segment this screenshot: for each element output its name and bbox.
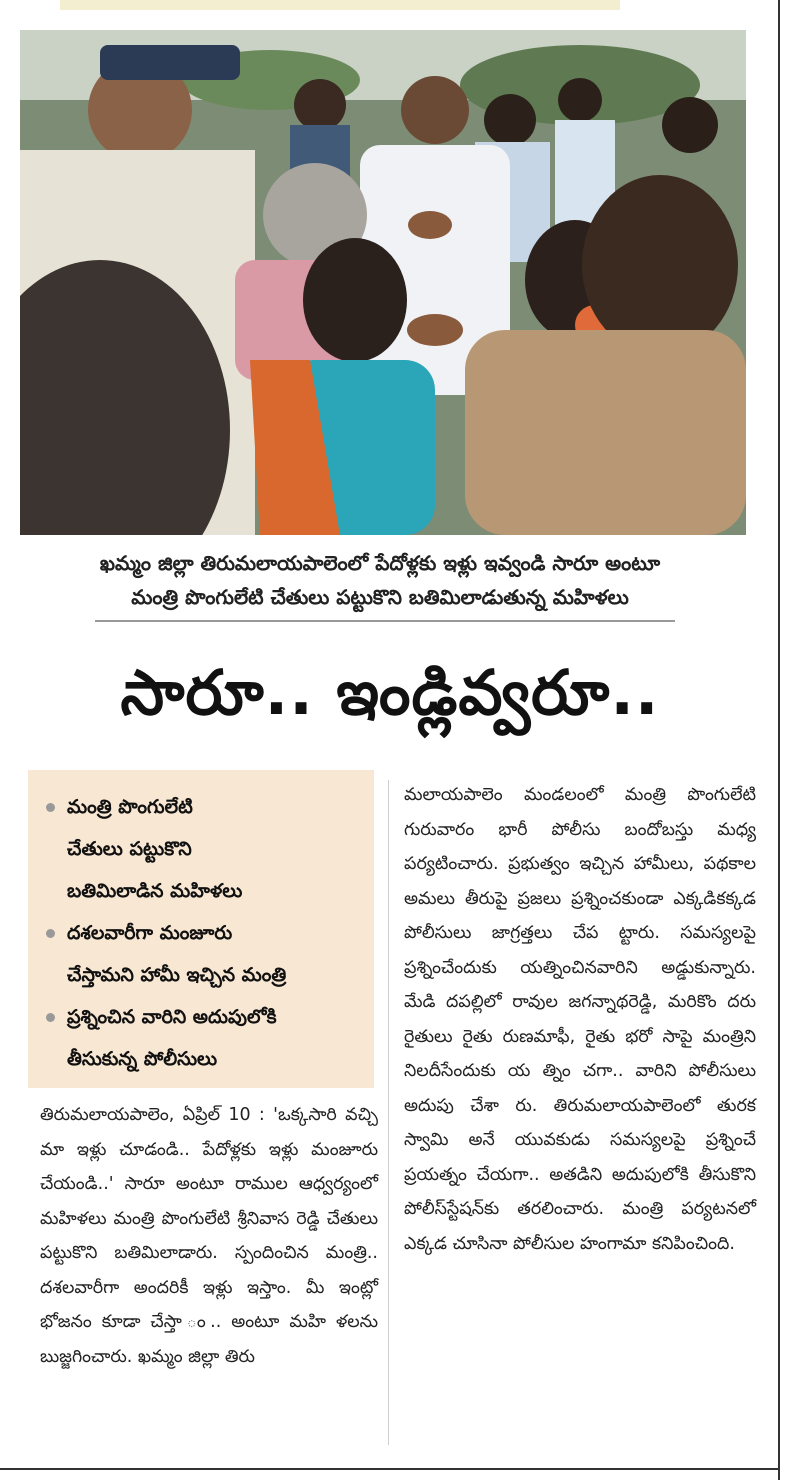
news-photo — [20, 30, 746, 535]
top-tint-strip — [60, 0, 620, 10]
bullet-icon — [46, 929, 55, 938]
highlight-line: దశలవారీగా మంజూరు — [67, 922, 233, 944]
photo-caption — [40, 546, 720, 614]
highlight-item — [46, 996, 366, 1080]
news-photo-illustration — [20, 30, 746, 535]
page-border-right — [778, 0, 780, 1480]
caption-line-2: మంత్రి పొంగులేటి చేతులు పట్టుకొని బతిమిలాడుతున్న మహిళలు — [131, 585, 629, 609]
caption-divider — [95, 620, 675, 622]
highlights-box — [28, 770, 374, 1088]
highlight-line: బతిమిలాడిన మహిళలు — [67, 880, 243, 902]
bullet-icon — [46, 803, 55, 812]
highlight-line: చేస్తామని హామీ ఇచ్చిన మంత్రి — [67, 964, 287, 986]
highlight-line: మంత్రి పొంగులేటి — [67, 796, 193, 818]
article-body-right: మలాయపాలెం మండలంలో మంత్రి పొంగులేటి గురువారం భారీ పోలీసు బందోబస్తు మధ్య పర్యటించారు. ప్రభుత్వం ఇచ్చిన హామీలు, పథకాల అమలు తీరుపై ప్రజలు ప్రశ్నించకుండా ఎక్కడికక్కడ పోలీసులు జాగ్రత్తలు చేప ట్టారు. సమస్యలపై ప్రశ్నించేందుకు యత్నించినవారిని అడ్డుకున్నారు. మేడి దపల్లిలో రావుల జగన్నాథరెడ్డి, మరికొం దరు రైతులు రైతు రుణమాఫీ, రైతు భరో సాపై మంత్రిని నిలదీసేందుకు య త్నిం చగా.. వారిని పోలీసులు అదుపు చేశా రు. తిరుమలాయపాలెంలో తురక స్వామి అనే యువకుడు సమస్యలపై ప్రశ్నించే ప్రయత్నం చేయగా.. అతడిని అదుపులోకి తీసుకొని పోలీస్‌స్టేషన్‌కు తరలించారు. మంత్రి పర్యటనలో ఎక్కడ చూసినా పోలీసుల హంగామా కనిపించింది. — [404, 785, 756, 1254]
caption-line-1: ఖమ్మం జిల్లా తిరుమలాయపాలెంలో పేదోళ్లకు ఇళ్లు ఇవ్వండి సారూ అంటూ — [99, 551, 661, 575]
highlight-item — [46, 786, 366, 912]
bullet-icon — [46, 1013, 55, 1022]
page-border-bottom — [0, 1468, 780, 1470]
column-divider — [388, 780, 389, 1445]
highlight-line: చేతులు పట్టుకొని — [67, 838, 192, 860]
highlight-line: ప్రశ్నించిన వారిని అదుపులోకి — [67, 1006, 277, 1028]
highlight-item — [46, 912, 366, 996]
highlight-line: తీసుకున్న పోలీసులు — [67, 1048, 218, 1070]
headline: సారూ.. ఇండ్లివ్వరూ.. — [120, 656, 660, 729]
article-body-left: తిరుమలాయపాలెం, ఏప్రిల్ 10 : 'ఒక్కసారి వచ్చి మా ఇళ్లు చూడండి.. పేదోళ్లకు ఇళ్లు మంజూరు చేయండి..' సారూ అంటూ రాముల ఆధ్వర్యంలో మహిళలు మంత్రి పొంగులేటి శ్రీనివాస రెడ్డి చేతులు పట్టుకొని బతిమిలాడారు. స్పందించిన మంత్రి.. దశలవారీగా అందరికీ ఇళ్లు ఇస్తాం. మీ ఇంట్లో భోజనం కూడా చేస్తా ం.. అంటూ మహి ళలను బుజ్జగించారు. ఖమ్మం జిల్లా తిరు — [40, 1105, 378, 1367]
